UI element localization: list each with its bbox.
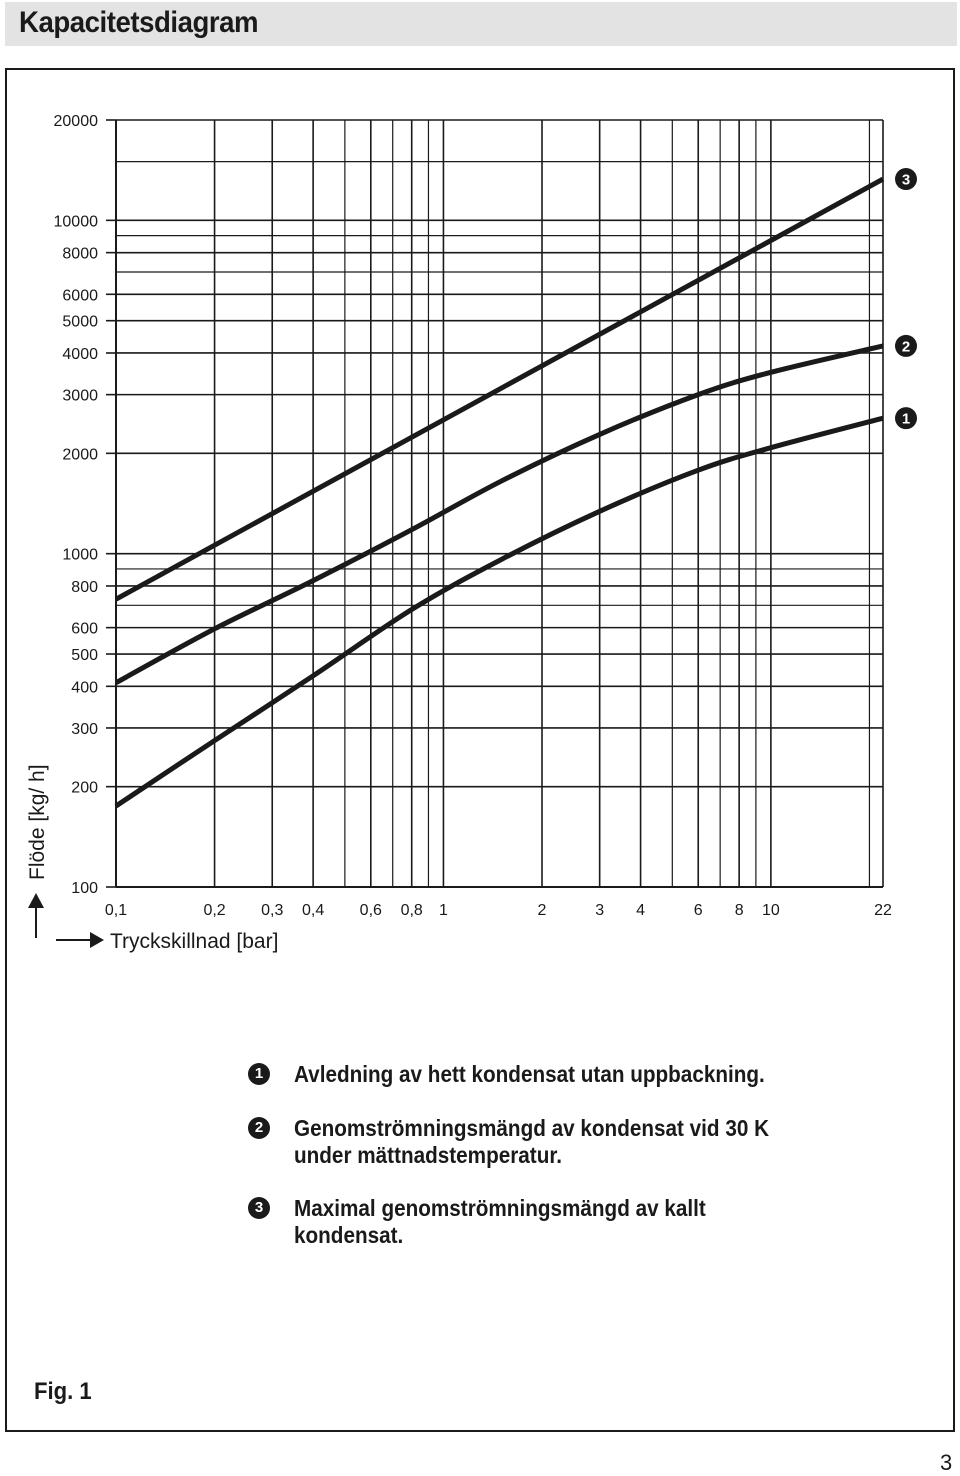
page-number: 3 bbox=[940, 1450, 953, 1475]
x-tick-label: 8 bbox=[734, 902, 744, 919]
y-tick-label: 3000 bbox=[62, 387, 98, 405]
y-tick-label: 500 bbox=[71, 647, 98, 665]
y-tick-label: 5000 bbox=[62, 313, 98, 331]
figure-label: Fig. 1 bbox=[34, 1378, 92, 1405]
y-tick-label: 2000 bbox=[62, 446, 98, 464]
y-tick-label: 20000 bbox=[53, 113, 98, 130]
legend-badge-2: 2 bbox=[248, 1117, 270, 1139]
legend-text-1: Avledning av hett kondensat utan uppbackning. bbox=[294, 1061, 765, 1087]
y-tick-label: 400 bbox=[71, 679, 98, 697]
x-tick-label: 0,6 bbox=[359, 902, 382, 919]
y-tick-label: 1000 bbox=[62, 546, 98, 564]
page-title: Kapacitetsdiagram bbox=[19, 6, 259, 39]
x-arrow-head bbox=[90, 932, 104, 948]
legend-text-2: Genomströmningsmängd av kondensat vid 30 K under mättnadstemperatur. bbox=[294, 1115, 770, 1168]
x-tick-label: 3 bbox=[595, 902, 605, 919]
y-tick-label: 4000 bbox=[62, 345, 98, 363]
series-1-line bbox=[116, 418, 883, 806]
series-3-line bbox=[116, 179, 883, 599]
y-tick-label: 300 bbox=[71, 720, 98, 738]
y-tick-label: 600 bbox=[71, 620, 98, 638]
x-tick-label: 6 bbox=[693, 902, 703, 919]
y-axis-title: Flöde [kg/ h] bbox=[26, 764, 49, 880]
x-tick-label: 10 bbox=[761, 902, 780, 919]
y-tick-label: 6000 bbox=[62, 287, 98, 305]
y-tick-label: 10000 bbox=[53, 213, 98, 231]
series-2-badge-label: 2 bbox=[901, 338, 911, 356]
x-axis-title: Tryckskillnad [bar] bbox=[110, 930, 279, 953]
series-1-badge-label: 1 bbox=[901, 410, 911, 428]
y-tick-label: 100 bbox=[71, 880, 98, 897]
x-tick-label: 0,2 bbox=[203, 902, 226, 919]
y-arrow-head bbox=[28, 893, 44, 908]
x-tick-label: 2 bbox=[537, 902, 547, 919]
x-tick-label: 4 bbox=[636, 902, 646, 919]
x-tick-label: 22 bbox=[874, 902, 892, 919]
x-tick-label: 0,1 bbox=[104, 902, 128, 919]
x-tick-label: 0,8 bbox=[400, 902, 423, 919]
legend-badge-3: 3 bbox=[248, 1197, 270, 1219]
x-tick-label: 0,3 bbox=[261, 902, 284, 919]
x-tick-label: 1 bbox=[438, 902, 448, 919]
x-tick-label: 0,4 bbox=[302, 902, 325, 919]
y-tick-label: 8000 bbox=[62, 245, 98, 263]
legend-badge-1: 1 bbox=[248, 1063, 270, 1085]
series-2-line bbox=[116, 346, 883, 683]
y-tick-label: 800 bbox=[71, 578, 98, 596]
legend-text-3: Maximal genomströmningsmängd av kallt kondensat. bbox=[294, 1195, 706, 1248]
y-tick-label: 200 bbox=[71, 779, 98, 797]
series-3-badge-label: 3 bbox=[901, 171, 911, 189]
